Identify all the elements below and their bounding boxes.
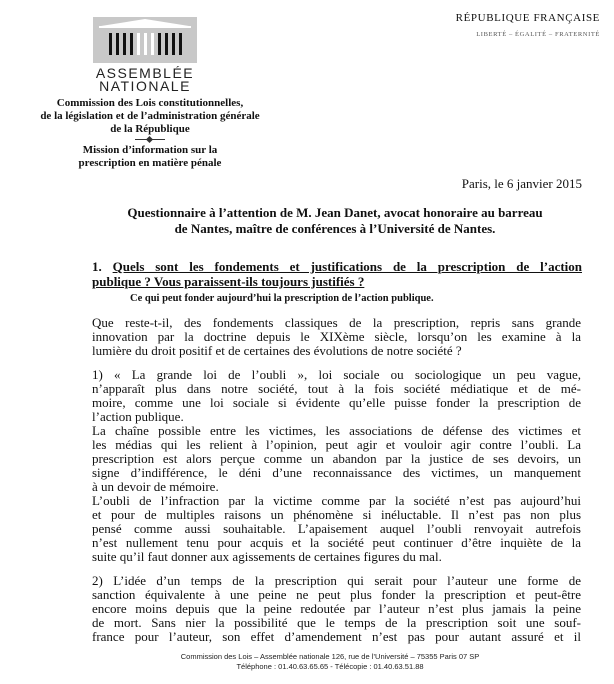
paragraph-line: les médias qui les relient à l’opinion, peut agir et vouloir agir contre l’oubli. La — [92, 438, 581, 452]
footer — [60, 652, 600, 672]
section-question-line1 — [92, 259, 582, 274]
commission-line: de la législation et de l’administration générale — [40, 110, 260, 122]
paragraph-line: pensé comme aussi souhaitable. L’apaisement auquel l’oubli renvoyait autrefois — [92, 522, 581, 536]
paragraph-line: Que reste-t-il, des fondements classiques de la prescription, repris sans grande — [92, 316, 581, 330]
paragraph-line: encore moins depuis que la peine redoutée par l’auteur n’est plus jamais la peine — [92, 602, 581, 616]
logo-text-line2: NATIONALE — [99, 78, 191, 94]
paragraph-line: prescription est alors perçue comme un abandon par la justice de ses devoirs, un — [92, 452, 581, 466]
footer-phone: Téléphone : 01.40.63.65.65 - Télécopie : 01.40.63.51.88 — [236, 662, 424, 671]
mission-line: prescription en matière pénale — [78, 157, 222, 169]
republique-francaise-heading: RÉPUBLIQUE FRANÇAISE — [455, 12, 600, 24]
section-question-text: publique ? Vous paraissent-ils toujours justifiés ? — [92, 274, 365, 289]
paragraph-line: n’apparaît plus dans notre société, tout à la fois société médiatique et de mé- — [92, 382, 581, 396]
section-number: 1. — [92, 259, 113, 274]
devise: LIBERTÉ – ÉGALITÉ – FRATERNITÉ — [476, 31, 600, 38]
mission-name — [20, 144, 280, 170]
logo-colonnade-icon — [93, 17, 197, 63]
paragraph-line: signe d’indifférence, le déni d’une reconnaissance des victimes, un manquement — [92, 466, 581, 480]
paragraph-line: La chaîne possible entre les victimes, les associations de défense des victimes et — [92, 424, 581, 438]
paragraph-line: de mort. Sans nier la possibilité que le temps de la prescription soit une souf- — [92, 616, 581, 630]
paragraph-line: 2) L’idée d’un temps de la prescription qui serait pour l’auteur une forme de — [92, 574, 581, 588]
section-question-line2 — [92, 274, 582, 289]
paragraph — [92, 574, 581, 644]
paragraph-line: lumière du droit positif et de certaines des évolutions de notre société ? — [92, 344, 462, 358]
paragraph-line: n’est nullement tenu pour acquis et la société peut continuer d’être inquiète de la — [92, 536, 581, 550]
mission-line: Mission d’information sur la — [82, 144, 218, 156]
paragraph-line: et pour de multiples raisons un phénomène si inéluctable. Il n’est pas non plus — [92, 508, 581, 522]
paragraph-line: l’action publique. — [92, 410, 184, 424]
letter-date: Paris, le 6 janvier 2015 — [461, 176, 582, 191]
paragraph-line: suite qu’il faut donner aux agissements de certaines figures du mal. — [92, 550, 442, 564]
paragraph — [92, 368, 581, 564]
divider-ornament — [146, 136, 153, 143]
title-line: Questionnaire à l’attention de M. Jean Danet, avocat honoraire au barreau — [127, 205, 543, 220]
title-line: de Nantes, maître de conférences à l’Université de Nantes. — [174, 221, 496, 236]
commission-line: Commission des Lois constitutionnelles, — [56, 97, 244, 109]
section-question-text: Quels sont les fondements et justifications de la prescription de l’action — [112, 259, 582, 274]
paragraph-line: 1) « La grande loi de l’oubli », loi sociale ou sociologique un peu vague, — [92, 368, 581, 382]
paragraph-line: L’oubli de l’infraction par la victime comme par la société n’est pas aujourd’hui — [92, 494, 581, 508]
commission-name — [20, 97, 280, 136]
footer-address: Commission des Lois – Assemblée nationale 126, rue de l’Université – 75355 Paris 07 SP — [180, 652, 480, 661]
questionnaire-title — [80, 205, 590, 237]
section-question — [92, 259, 582, 289]
paragraph-line: moire, comme une loi sociale si évidente qu’elle puisse fonder la prescription de — [92, 396, 581, 410]
paragraph-line: innovation par la doctrine depuis le XIXème siècle, lorsqu’on les examine à la — [92, 330, 581, 344]
paragraph-line: sanction équivalente à une peine ne peut plus fonder la prescription et peut-être — [92, 588, 581, 602]
commission-line: de la République — [110, 123, 190, 135]
logo-text-line1: ASSEMBLÉE — [95, 65, 195, 81]
paragraph — [92, 316, 581, 358]
subheading: Ce qui peut fonder aujourd’hui la prescription de l’action publique. — [130, 293, 434, 304]
paragraph-line: à un devoir de mémoire. — [92, 480, 219, 494]
paragraph-line: france pour l’auteur, son effet d’amendement n’est pas pour autant assuré et il — [92, 630, 581, 644]
